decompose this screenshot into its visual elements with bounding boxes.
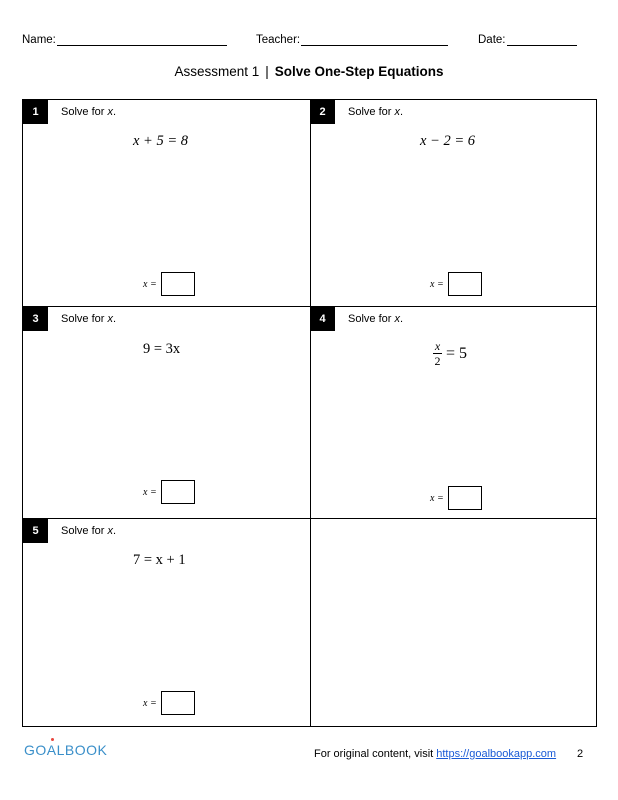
problem-5 <box>23 519 310 727</box>
name-line[interactable] <box>57 33 227 46</box>
problem-3 <box>23 307 310 518</box>
answer-box[interactable] <box>448 486 482 510</box>
date-line[interactable] <box>507 33 577 46</box>
problem-instruction: Solve for x. <box>61 106 117 118</box>
footer-attribution <box>314 748 556 760</box>
teacher-line[interactable] <box>301 33 448 46</box>
equation: x − 2 = 6 <box>420 133 476 149</box>
teacher-field[interactable] <box>256 33 448 46</box>
problem-grid <box>22 99 597 727</box>
title-main: Solve One-Step Equations <box>274 64 444 79</box>
answer-box[interactable] <box>448 272 482 296</box>
answer-area <box>430 272 482 296</box>
problem-1 <box>23 100 310 306</box>
equation-rhs: = 5 <box>446 344 468 362</box>
problem-number: 5 <box>23 519 48 543</box>
equation <box>433 340 467 367</box>
answer-label: x = <box>430 278 444 290</box>
problem-instruction: Solve for x. <box>61 313 117 325</box>
logo-dot-icon <box>51 738 54 741</box>
answer-box[interactable] <box>161 480 195 504</box>
answer-area <box>143 691 195 715</box>
date-field[interactable] <box>478 33 577 46</box>
answer-label: x = <box>143 278 157 290</box>
problem-2 <box>310 100 597 306</box>
answer-area <box>430 486 482 510</box>
title-separator: | <box>265 64 269 79</box>
date-label: Date: <box>478 34 506 46</box>
name-label: Name: <box>22 34 56 46</box>
answer-box[interactable] <box>161 691 195 715</box>
goalbook-logo <box>24 742 107 758</box>
problem-number: 3 <box>23 307 48 331</box>
problem-instruction: Solve for x. <box>348 106 404 118</box>
answer-area <box>143 480 195 504</box>
header-fields <box>22 33 598 51</box>
answer-label: x = <box>430 492 444 504</box>
problem-number: 4 <box>310 307 335 331</box>
title-prefix: Assessment 1 <box>174 64 260 79</box>
name-field[interactable] <box>22 33 227 46</box>
footer-link[interactable]: https://goalbookapp.com <box>436 748 557 760</box>
problem-number: 1 <box>23 100 48 124</box>
problem-number: 2 <box>310 100 335 124</box>
equation: 7 = x + 1 <box>133 552 186 568</box>
fraction-numerator: x <box>434 339 441 353</box>
page-title <box>0 64 618 79</box>
teacher-label: Teacher: <box>256 34 301 46</box>
equation: 9 = 3x <box>143 341 181 357</box>
equation: x + 5 = 8 <box>133 133 189 149</box>
fraction <box>433 340 442 367</box>
answer-box[interactable] <box>161 272 195 296</box>
answer-label: x = <box>143 486 157 498</box>
problem-instruction: Solve for x. <box>61 525 117 537</box>
logo-text: GOALBOOK <box>24 742 108 758</box>
footer-text: For original content, visit <box>314 748 434 760</box>
fraction-denominator: 2 <box>434 354 441 368</box>
problem-instruction: Solve for x. <box>348 313 404 325</box>
answer-area <box>143 272 195 296</box>
page-number: 2 <box>577 748 584 760</box>
problem-4 <box>310 307 597 518</box>
empty-cell <box>311 519 597 727</box>
answer-label: x = <box>143 697 157 709</box>
